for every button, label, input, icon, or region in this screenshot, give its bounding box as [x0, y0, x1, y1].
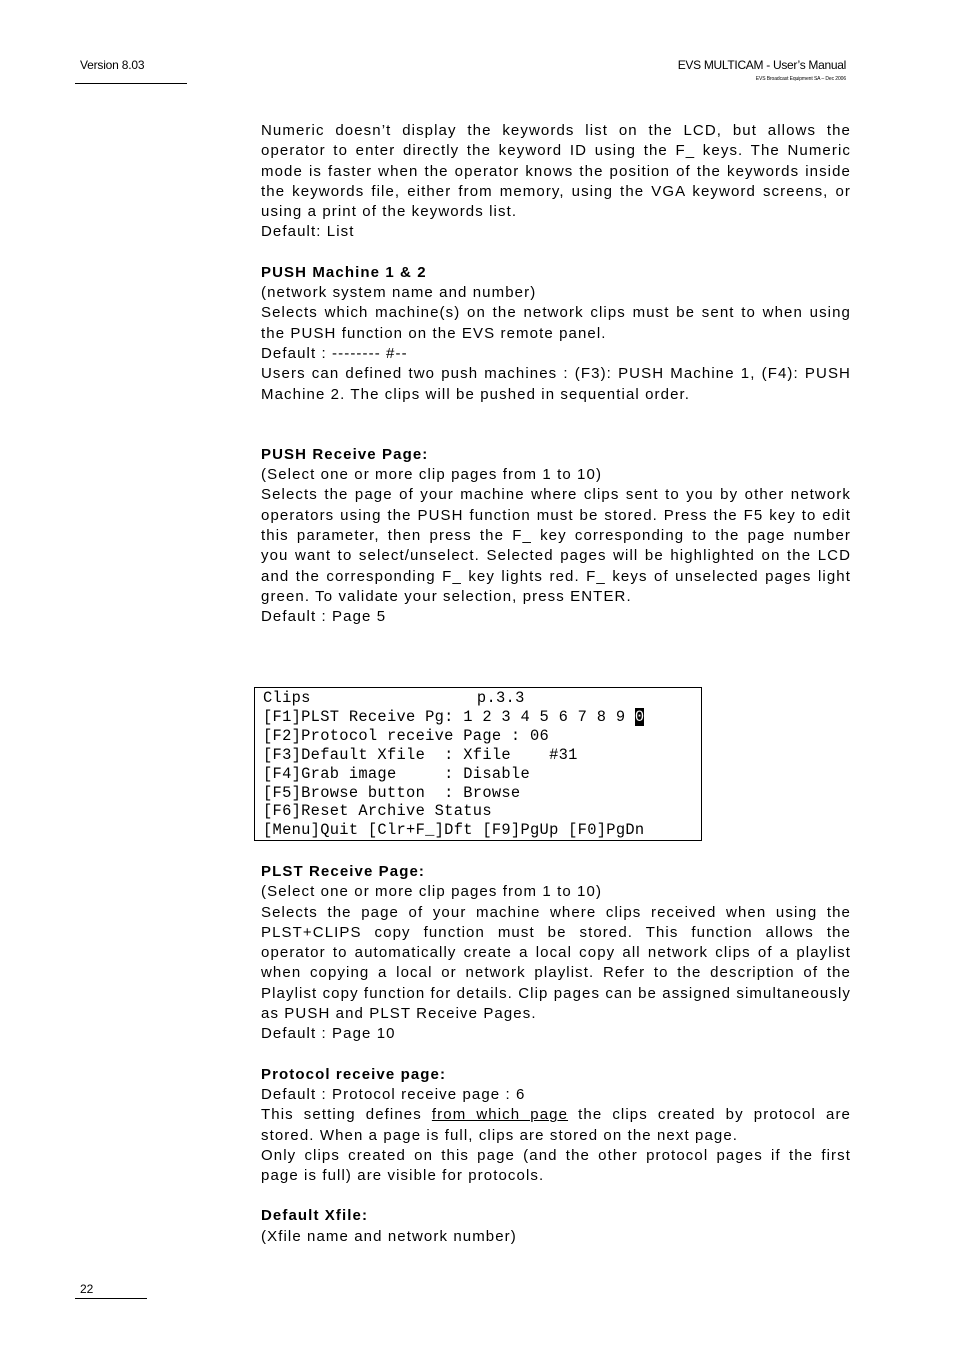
- page-number: 22: [80, 1282, 94, 1296]
- version-label: Version 8.03: [80, 58, 145, 72]
- protocol-receive-desc: [261, 1105, 851, 1146]
- push-machine-desc: Selects which machine(s) on the network clips must be sent to when using the PUSH function on the EVS remote panel.: [261, 304, 851, 342]
- default-xfile-heading: Default Xfile:: [261, 1207, 369, 1225]
- manual-title: EVS MULTICAM - User’s Manual: [677, 58, 846, 72]
- footer-rule: [75, 1298, 147, 1299]
- push-receive-sub: (Select one or more clip pages from 1 to 10): [261, 466, 603, 484]
- push-receive-heading: PUSH Receive Page:: [261, 445, 429, 463]
- plst-receive-default: Default : Page 10: [261, 1025, 396, 1043]
- lcd-menu-name: Clips: [263, 689, 311, 707]
- lcd-row-f5: [F5]Browse button : Browse: [263, 783, 521, 802]
- protocol-desc-pre: This setting defines: [261, 1106, 432, 1124]
- header-rule: [75, 83, 187, 84]
- lcd-selected-page: 0: [634, 707, 645, 726]
- push-machine-note: Users can defined two push machines : (F3): PUSH Machine 1, (F4): PUSH Machine 2. The clips will be pushed in sequential order.: [261, 365, 851, 403]
- push-machine-heading: PUSH Machine 1 & 2: [261, 263, 427, 281]
- lcd-row-title: [263, 689, 701, 708]
- main-content: [261, 121, 851, 628]
- lcd-row-menu: [Menu]Quit [Clr+F_]Dft [F9]PgUp [F0]PgDn: [263, 821, 645, 840]
- lcd-row-f2: [F2]Protocol receive Page : 06: [263, 726, 550, 745]
- push-receive-default: Default : Page 5: [261, 608, 387, 626]
- push-receive-desc: Selects the page of your machine where clips sent to you by other network operators using the PUSH function must be stored. Press the F5 key to edit this parameter, then press the F_ key corresponding to the page number you want to select/unselect. Selected pages will be highlighted on the LCD and the corresponding F_ key lights red. F_ keys of unselected pages light green. To validate your selection, press ENTER.: [261, 486, 851, 605]
- protocol-receive-note: Only clips created on this page (and the other protocol pages if the first page is full) are visible for protocols.: [261, 1146, 851, 1185]
- protocol-desc-post: the clips created by protocol are stored. When a page is full, clips are stored on the next page.: [261, 1106, 851, 1144]
- plst-receive-desc: Selects the page of your machine where clips received when using the PLST+CLIPS copy function must be stored. This function allows the operator to automatically create a local copy all network clips of a playlist when copying a local or network playlist. Refer to the description of the Playlist copy function for details. Clip pages can be assigned simultaneously as PUSH and PLST Receive Pages.: [261, 903, 851, 1023]
- lcd-f1-text: [F1]PLST Receive Pg: 1 2 3 4 5 6 7 8 9: [263, 707, 635, 726]
- plst-receive-sub: (Select one or more clip pages from 1 to 10): [261, 883, 603, 901]
- lcd-row-f4: [F4]Grab image : Disable: [263, 764, 531, 783]
- numeric-default: Default: List: [261, 223, 355, 241]
- push-machine-default: Default : -------- #--: [261, 344, 408, 362]
- lcd-row-f3: [F3]Default Xfile : Xfile #31: [263, 745, 578, 764]
- default-xfile-sub: (Xfile name and network number): [261, 1227, 517, 1245]
- lower-content: [261, 862, 851, 1247]
- lcd-row-f6: [F6]Reset Archive Status: [263, 802, 492, 821]
- lcd-page-indicator: p.3.3: [476, 689, 525, 707]
- protocol-receive-default: Default : Protocol receive page : 6: [261, 1085, 526, 1103]
- numeric-description: Numeric doesn’t display the keywords list on the LCD, but allows the operator to enter directly the keyword ID using the F_ keys. The Numeric mode is faster when the operator knows the position of the keywords inside the keywords file, either from memory, using the VGA keyword screens, or using a print of the keywords list.: [261, 122, 851, 221]
- push-machine-sub: (network system name and number): [261, 284, 537, 302]
- plst-receive-heading: PLST Receive Page:: [261, 863, 426, 880]
- manual-subtitle: EVS Broadcast Equipment SA – Dec 2006: [755, 76, 846, 82]
- lcd-screen: [254, 687, 702, 841]
- protocol-desc-underlined: from which page: [431, 1106, 569, 1124]
- protocol-receive-heading: Protocol receive page:: [261, 1065, 447, 1083]
- lcd-row-f1: [263, 708, 701, 727]
